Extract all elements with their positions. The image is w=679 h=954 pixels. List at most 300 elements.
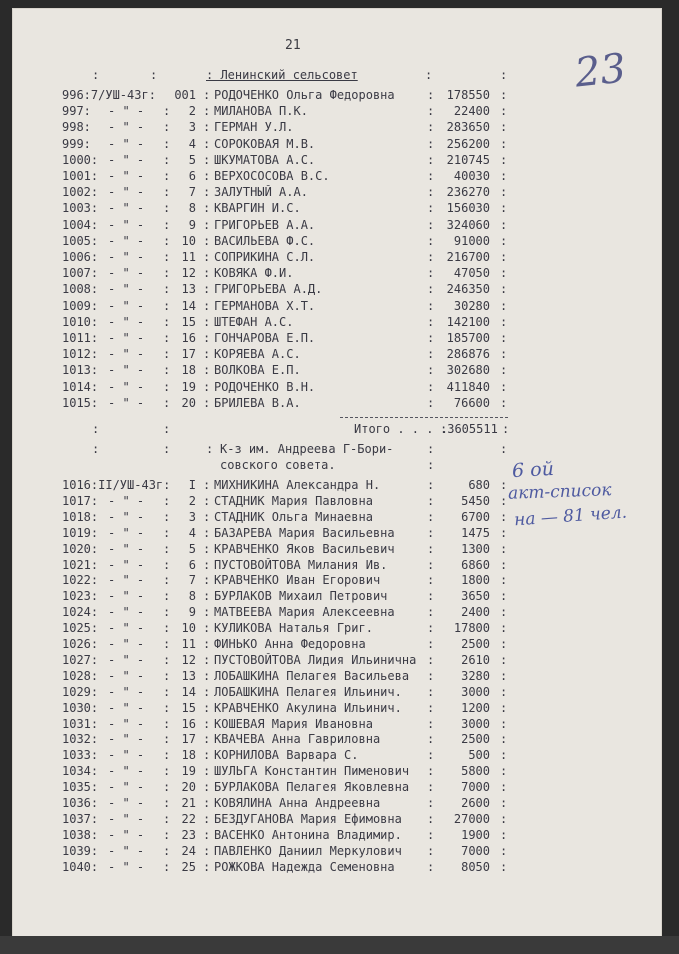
register-number: 1004: [62, 217, 99, 232]
register-number: 1029: [62, 684, 99, 699]
table-row [0, 250, 679, 266]
ditto-mark: - " - [108, 282, 145, 297]
person-name: ГЕРМАН У.Л. [214, 120, 294, 135]
column-separator: : [203, 152, 211, 167]
row-number: 9 [188, 217, 196, 232]
amount: 2500 [461, 637, 490, 651]
column-separator: : [163, 811, 171, 826]
row-number: 4 [188, 525, 196, 540]
column-separator: : [163, 732, 171, 747]
column-separator: : [203, 201, 211, 216]
amount: 185700 [446, 331, 490, 345]
column-separator: : [163, 621, 171, 636]
amount: 8050 [461, 859, 490, 874]
ditto-mark: - " - [108, 541, 145, 556]
column-separator: : [427, 764, 435, 779]
register-number: 1015: [62, 395, 99, 410]
column-separator: : [163, 637, 171, 651]
person-name: ГЕРМАНОВА Х.Т. [214, 298, 316, 313]
column-separator: : [500, 201, 508, 216]
column-separator: : [500, 442, 508, 456]
register-number: 1002: [62, 185, 99, 200]
row-number: 15 [181, 700, 196, 715]
column-separator: : [163, 120, 171, 135]
column-separator: : [163, 233, 171, 248]
row-number: 3 [188, 120, 196, 135]
column-separator: : [203, 732, 211, 747]
person-name: ФИНЬКО Анна Федоровна [214, 637, 366, 651]
row-number: 16 [181, 716, 196, 731]
person-name: СОРОКОВАЯ М.В. [214, 136, 316, 151]
register-number: 1030: [62, 700, 99, 715]
table-row [0, 137, 679, 153]
amount: 5800 [461, 764, 490, 779]
column-separator: : [163, 298, 171, 313]
ditto-mark: - " - [108, 201, 145, 216]
column-separator: : [427, 314, 435, 329]
table-row [0, 828, 679, 844]
amount: 156030 [446, 201, 490, 216]
column-separator: : [500, 379, 508, 394]
person-name: ПУСТОВОЙТОВА Милания Ив. [214, 557, 388, 572]
row-number: 22 [181, 811, 196, 826]
column-separator: : [427, 684, 435, 699]
register-number: 1013: [62, 363, 99, 378]
amount: 1900 [461, 827, 490, 842]
column-separator: : [500, 780, 508, 795]
scan-background [0, 936, 679, 954]
row-number: 24 [181, 843, 196, 858]
ditto-mark: - " - [108, 363, 145, 378]
ditto-mark: - " - [108, 700, 145, 715]
column-separator: : [203, 266, 211, 281]
ditto-mark: - " - [108, 509, 145, 524]
amount: 2600 [461, 796, 490, 810]
table-row [0, 621, 679, 637]
register-number: 1040: [62, 859, 99, 874]
column-separator: : [203, 843, 211, 858]
table-row [0, 315, 679, 331]
ditto-mark: - " - [108, 780, 145, 795]
ditto-mark: - " - [108, 716, 145, 731]
table-row [0, 104, 679, 120]
row-number: 3 [188, 509, 196, 524]
row-number: 8 [188, 201, 196, 216]
column-separator: : [203, 136, 211, 151]
person-name: СТАДНИК Ольга Минаевна [214, 509, 373, 524]
register-number: 1026: [62, 637, 99, 651]
column-separator: : [500, 298, 508, 313]
person-name: ПУСТОВОЙТОВА Лидия Ильинична [214, 652, 417, 667]
register-number: 1001: [62, 169, 99, 183]
column-separator: : [500, 169, 508, 183]
table-row [0, 282, 679, 298]
table-row [0, 605, 679, 621]
row-number: 6 [188, 557, 196, 572]
column-separator: : [427, 541, 435, 556]
register-number: 1020: [62, 541, 99, 556]
amount: 178550 [446, 88, 490, 102]
column-separator: : [203, 493, 211, 508]
total-label: Итого . . . . [354, 422, 448, 436]
column-separator: : [203, 298, 211, 313]
column-separator: : [427, 266, 435, 281]
person-name: ВАСЕНКО Антонина Владимир. [214, 827, 402, 842]
column-separator: : [203, 652, 211, 667]
row-number: 21 [181, 796, 196, 810]
column-separator: : [203, 573, 211, 588]
column-separator: : [203, 120, 211, 135]
ditto-mark: - " - [108, 379, 145, 394]
person-name: КОШЕВАЯ Мария Ивановна [214, 716, 373, 731]
row-number: 11 [181, 637, 196, 651]
register-number: 1037: [62, 811, 99, 826]
row-number: 12 [181, 652, 196, 667]
column-separator: : [427, 458, 435, 472]
register-number: 996:7/УШ-43г: [62, 88, 156, 102]
column-separator: : [427, 347, 435, 362]
table-row [0, 780, 679, 796]
register-number: 997: [62, 104, 91, 119]
table-row [0, 637, 679, 653]
ditto-mark: - " - [108, 621, 145, 636]
table-row [0, 120, 679, 136]
column-separator: : [203, 509, 211, 524]
table-row [0, 796, 679, 812]
table-row [0, 494, 679, 510]
register-number: 1000: [62, 152, 99, 167]
row-number: 11 [181, 250, 196, 264]
register-number: 1006: [62, 250, 99, 264]
amount: 216700 [446, 250, 490, 264]
row-number: 17 [181, 347, 196, 362]
row-number: 25 [181, 859, 196, 874]
amount: 1800 [461, 573, 490, 588]
register-number: 1034: [62, 764, 99, 779]
table-row [0, 347, 679, 363]
table-row [0, 88, 679, 104]
column-separator: : [427, 700, 435, 715]
column-separator: : [500, 152, 508, 167]
register-number: 999: [62, 136, 91, 151]
register-number: 1009: [62, 298, 99, 313]
person-name: ГРИГОРЬЕВ А.А. [214, 217, 316, 232]
ditto-mark: - " - [108, 331, 145, 345]
row-number: 20 [181, 395, 196, 410]
column-separator: : [500, 266, 508, 281]
person-name: КОРНИЛОВА Варвара С. [214, 748, 359, 763]
column-separator: : [500, 541, 508, 556]
amount: 2400 [461, 605, 490, 620]
person-name: КРАВЧЕНКО Акулина Ильинич. [214, 700, 402, 715]
table-row [0, 266, 679, 282]
column-separator: : [163, 589, 171, 604]
ditto-mark: - " - [108, 573, 145, 588]
column-separator: : [427, 509, 435, 524]
column-separator: : [163, 827, 171, 842]
column-separator: : [427, 88, 435, 102]
person-name: РОЖКОВА Надежда Семеновна [214, 859, 395, 874]
amount: 256200 [446, 136, 490, 151]
column-separator: : [163, 605, 171, 620]
ditto-mark: - " - [108, 120, 145, 135]
row-number: 6 [188, 169, 196, 183]
column-separator: : [163, 493, 171, 508]
column-separator: : [427, 169, 435, 183]
ditto-mark: - " - [108, 748, 145, 763]
table-row [0, 653, 679, 669]
column-separator: : [500, 88, 508, 102]
column-separator: : [163, 185, 171, 200]
amount: 27000 [453, 811, 490, 826]
page-number: 21 [285, 38, 301, 53]
column-separator: : [203, 716, 211, 731]
column-separator: : [500, 748, 508, 763]
column-separator: : [163, 442, 171, 456]
table-row [0, 558, 679, 574]
ditto-mark: - " - [108, 136, 145, 151]
person-name: ВОЛКОВА Е.П. [214, 363, 301, 378]
row-number: 10 [181, 621, 196, 636]
row-number: 20 [181, 780, 196, 795]
column-separator: : [203, 525, 211, 540]
row-number: 10 [181, 233, 196, 248]
column-separator: : [203, 811, 211, 826]
column-separator: : [502, 422, 510, 436]
table-row [0, 380, 679, 396]
person-name: ШУЛЬГА Константин Пименович [214, 764, 410, 779]
row-number: 13 [181, 668, 196, 683]
register-number: 1018: [62, 509, 99, 524]
column-separator: : [163, 136, 171, 151]
column-separator: : [500, 395, 508, 410]
column-separator: : [163, 525, 171, 540]
column-separator: : [500, 104, 508, 119]
column-separator: : [427, 493, 435, 508]
column-separator: : [203, 764, 211, 779]
column-separator: : [163, 541, 171, 556]
column-separator: : [203, 684, 211, 699]
amount: 30280 [453, 298, 490, 313]
handwritten-note-line: 6 ой [511, 457, 555, 483]
column-separator: : [500, 557, 508, 572]
amount: 3280 [461, 668, 490, 683]
column-separator: : [163, 700, 171, 715]
ditto-mark: - " - [108, 493, 145, 508]
handwritten-note-line: акт-список [507, 480, 612, 504]
person-name: БАЗАРЕВА Мария Васильевна [214, 525, 395, 540]
column-separator: : [427, 605, 435, 620]
column-separator: : [203, 700, 211, 715]
row-number: 19 [181, 379, 196, 394]
column-separator: : [427, 652, 435, 667]
column-separator: : [203, 250, 211, 264]
column-separator: : [203, 859, 211, 874]
ditto-mark: - " - [108, 684, 145, 699]
column-separator: : [500, 716, 508, 731]
amount: 142100 [446, 314, 490, 329]
amount: 302680 [446, 363, 490, 378]
register-number: 1036: [62, 796, 99, 810]
column-separator: : [500, 811, 508, 826]
column-separator: : [203, 796, 211, 810]
column-separator: : [500, 652, 508, 667]
row-number: 19 [181, 764, 196, 779]
column-separator: : [203, 217, 211, 232]
total-divider [340, 417, 508, 418]
ditto-mark: - " - [108, 796, 145, 810]
amount: 246350 [446, 282, 490, 297]
table-row [0, 478, 679, 494]
column-separator: : [500, 282, 508, 297]
column-separator: : [150, 68, 158, 82]
column-separator: : [427, 201, 435, 216]
column-separator: : [500, 217, 508, 232]
amount: 2500 [461, 732, 490, 747]
row-number: 001 [174, 88, 196, 102]
table-row [0, 185, 679, 201]
column-separator: : [203, 331, 211, 345]
ditto-mark: - " - [108, 605, 145, 620]
amount: 680 [468, 478, 490, 492]
handwritten-page-number: 23 [572, 45, 629, 97]
register-number: 1008: [62, 282, 99, 297]
column-separator: : [203, 379, 211, 394]
person-name: РОДОЧЕНКО Ольга Федоровна [214, 88, 395, 102]
person-name: ВЕРХОСОСОВА В.С. [214, 169, 330, 183]
table-row [0, 201, 679, 217]
row-number: 7 [188, 185, 196, 200]
register-number: 1031: [62, 716, 99, 731]
table-row [0, 764, 679, 780]
row-number: 12 [181, 266, 196, 281]
person-name: БЕЗДУГАНОВА Мария Ефимовна [214, 811, 402, 826]
column-separator: : [427, 250, 435, 264]
row-number: 8 [188, 589, 196, 604]
column-separator: : [427, 185, 435, 200]
table-row [0, 396, 679, 412]
total-value: :3605511 [440, 422, 498, 436]
column-separator: : [500, 347, 508, 362]
column-separator: : [500, 185, 508, 200]
amount: 3650 [461, 589, 490, 604]
column-separator: : [203, 347, 211, 362]
register-number: 1016:II/УШ-43г: [62, 478, 171, 492]
person-name: КРАВЧЕНКО Иван Егорович [214, 573, 381, 588]
column-separator: : [427, 120, 435, 135]
column-separator: : [427, 233, 435, 248]
column-separator: : [203, 637, 211, 651]
column-separator: : [163, 152, 171, 167]
register-number: 998: [62, 120, 91, 135]
column-separator: : [203, 541, 211, 556]
person-name: БРИЛЕВА В.А. [214, 395, 301, 410]
amount: 236270 [446, 185, 490, 200]
column-separator: : [203, 621, 211, 636]
column-separator: : [163, 363, 171, 378]
column-separator: : [203, 478, 211, 492]
ditto-mark: - " - [108, 314, 145, 329]
register-number: 1003: [62, 201, 99, 216]
column-separator: : [500, 732, 508, 747]
amount: 47050 [453, 266, 490, 281]
ditto-mark: - " - [108, 668, 145, 683]
column-separator: : [427, 732, 435, 747]
ditto-mark: - " - [108, 169, 145, 183]
amount: 1475 [461, 525, 490, 540]
row-number: 13 [181, 282, 196, 297]
column-separator: : [163, 557, 171, 572]
ditto-mark: - " - [108, 827, 145, 842]
register-number: 1019: [62, 525, 99, 540]
amount: 6860 [461, 557, 490, 572]
column-separator: : [203, 395, 211, 410]
person-name: БУРЛАКОВ Михаил Петрович [214, 589, 388, 604]
column-separator: : [427, 152, 435, 167]
column-separator: : [500, 120, 508, 135]
column-separator: : [427, 716, 435, 731]
row-number: 14 [181, 298, 196, 313]
column-separator: : [500, 589, 508, 604]
column-separator: : [203, 557, 211, 572]
amount: 210745 [446, 152, 490, 167]
ditto-mark: - " - [108, 266, 145, 281]
register-number: 1025: [62, 621, 99, 636]
row-number: 18 [181, 363, 196, 378]
column-separator: : [500, 573, 508, 588]
amount: 22400 [453, 104, 490, 119]
person-name: КОВЯКА Ф.И. [214, 266, 294, 281]
person-name: СТАДНИК Мария Павловна [214, 493, 373, 508]
register-number: 1010: [62, 314, 99, 329]
column-separator: : [500, 764, 508, 779]
section-title: совского совета. [220, 458, 336, 472]
column-separator: : [427, 843, 435, 858]
column-separator: : [203, 780, 211, 795]
row-number: 9 [188, 605, 196, 620]
ditto-mark: - " - [108, 843, 145, 858]
column-separator: : [163, 282, 171, 297]
ditto-mark: - " - [108, 557, 145, 572]
column-separator: : [427, 557, 435, 572]
amount: 7000 [461, 780, 490, 795]
column-separator: : [500, 233, 508, 248]
column-separator: : [92, 68, 100, 82]
register-number: 1039: [62, 843, 99, 858]
amount: 5450 [461, 493, 490, 508]
column-separator: : [500, 796, 508, 810]
person-name: СОПРИКИНА С.Л. [214, 250, 316, 264]
register-number: 1027: [62, 652, 99, 667]
section-header-row [0, 68, 679, 84]
column-separator: : [500, 637, 508, 651]
row-number: 5 [188, 541, 196, 556]
column-separator: : [500, 478, 508, 492]
ditto-mark: - " - [108, 217, 145, 232]
table-row [0, 589, 679, 605]
person-name: ЛОБАШКИНА Пелагея Ильинич. [214, 684, 402, 699]
ditto-mark: - " - [108, 525, 145, 540]
column-separator: : [203, 169, 211, 183]
section-title: : Ленинский сельсовет [206, 68, 358, 82]
column-separator: : [163, 509, 171, 524]
amount: 91000 [453, 233, 490, 248]
amount: 324060 [446, 217, 490, 232]
column-separator: : [500, 700, 508, 715]
column-separator: : [203, 88, 211, 102]
column-separator: : [163, 201, 171, 216]
person-name: ГОНЧАРОВА Е.П. [214, 331, 316, 345]
